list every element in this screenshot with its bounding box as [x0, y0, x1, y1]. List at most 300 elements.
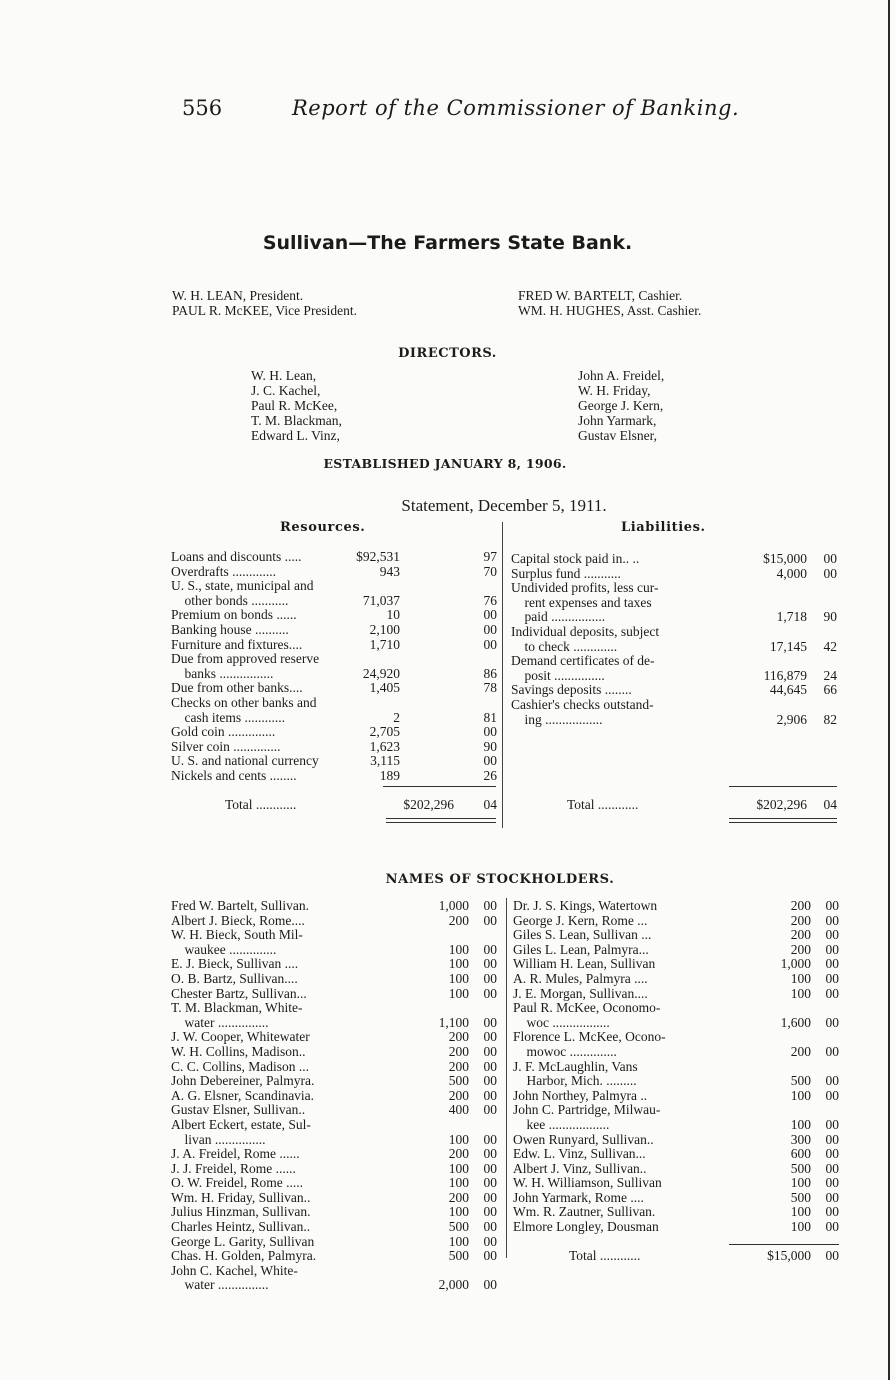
- ledger-row: [513, 1220, 839, 1235]
- row-cents: 24: [823, 667, 837, 683]
- row-dollars: 71,037: [362, 592, 400, 608]
- ledger-row: [513, 1060, 839, 1075]
- officer-president: W. H. LEAN, President.: [172, 288, 304, 303]
- row-dollars: 4,000: [776, 565, 807, 581]
- bank-title: Sullivan—The Farmers State Bank.: [262, 232, 633, 254]
- row-label: Loans and discounts .....: [171, 549, 302, 564]
- row-dollars: 100: [448, 956, 469, 972]
- row-dollars: 500: [448, 1073, 469, 1089]
- row-dollars: 500: [448, 1248, 469, 1264]
- row-label: J. J. Freidel, Rome ......: [171, 1160, 296, 1176]
- row-label: John Yarmark, Rome ....: [513, 1189, 644, 1205]
- ledger-row: [171, 1162, 497, 1177]
- row-dollars: 17,145: [769, 638, 807, 654]
- ledger-row: [171, 579, 497, 594]
- row-label: Giles S. Lean, Sullivan ...: [513, 927, 652, 943]
- total-dollars: $202,296: [756, 797, 807, 812]
- resources-total-rule: [386, 822, 496, 823]
- row-dollars: 100: [448, 985, 469, 1001]
- ledger-row: [511, 625, 837, 640]
- row-cents: 00: [483, 985, 497, 1001]
- row-label: to check .............: [511, 638, 618, 654]
- resources-table: [171, 550, 497, 784]
- row-cents: 00: [483, 607, 497, 623]
- row-cents: 00: [483, 1131, 497, 1147]
- ledger-row: [171, 1001, 497, 1016]
- ledger-row: [513, 1205, 839, 1220]
- ledger-row: [171, 638, 497, 653]
- row-cents: 00: [825, 941, 839, 957]
- row-cents: 00: [483, 912, 497, 928]
- row-cents: 00: [483, 621, 497, 637]
- row-label: Undivided profits, less cur-: [511, 580, 659, 596]
- row-label: J. F. McLaughlin, Vans: [513, 1058, 638, 1074]
- ledger-row: [171, 1264, 497, 1279]
- row-label: John C. Kachel, White-: [171, 1262, 298, 1278]
- row-label: Gold coin ..............: [171, 724, 276, 740]
- row-dollars: $15,000: [763, 551, 807, 566]
- liabilities-table: [511, 552, 837, 727]
- row-label: Edw. L. Vinz, Sullivan...: [513, 1146, 646, 1162]
- ledger-row: [513, 1045, 839, 1060]
- row-cents: 00: [483, 724, 497, 740]
- row-label: Capital stock paid in.. ..: [511, 551, 640, 566]
- row-label: other bonds ...........: [171, 592, 289, 608]
- row-cents: 00: [825, 1219, 839, 1235]
- row-cents: 76: [483, 592, 497, 608]
- row-cents: 00: [825, 927, 839, 943]
- page-number: 556: [182, 96, 223, 120]
- ledger-row: [511, 581, 837, 596]
- row-cents: 00: [483, 1058, 497, 1074]
- row-cents: 00: [483, 1073, 497, 1089]
- ledger-row: [171, 725, 497, 740]
- ledger-row: [171, 1133, 497, 1148]
- row-label: Fred W. Bartelt, Sullivan.: [171, 898, 309, 913]
- ledger-row: [513, 899, 839, 914]
- directors-left: [251, 368, 342, 443]
- row-dollars: 300: [790, 1131, 811, 1147]
- row-label: Dr. J. S. Kings, Watertown: [513, 898, 658, 913]
- row-cents: 00: [823, 565, 837, 581]
- ledger-row: [171, 769, 497, 784]
- officers-left: [172, 288, 357, 318]
- row-cents: 90: [823, 609, 837, 625]
- row-dollars: 1,000: [780, 956, 811, 972]
- total-cents: 00: [825, 1248, 839, 1263]
- row-label: John Northey, Palmyra ..: [513, 1087, 648, 1103]
- row-label: W. H. Bieck, South Mil-: [171, 927, 303, 943]
- stockholders-divider: [506, 898, 507, 1258]
- row-label: E. J. Bieck, Sullivan ....: [171, 956, 299, 972]
- row-label: T. M. Blackman, White-: [171, 1000, 303, 1016]
- row-dollars: 116,879: [763, 667, 807, 683]
- row-dollars: 600: [790, 1146, 811, 1162]
- directors-right: [578, 368, 664, 443]
- row-label: U. S., state, municipal and: [171, 578, 314, 594]
- row-label: Furniture and fixtures....: [171, 636, 303, 652]
- row-dollars: 44,645: [769, 682, 807, 698]
- ledger-row: [171, 565, 497, 580]
- row-dollars: 1,405: [369, 680, 400, 696]
- ledger-row: [171, 681, 497, 696]
- director: W. H. Lean,: [251, 368, 317, 383]
- ledger-row: [171, 608, 497, 623]
- ledger-row: [511, 669, 837, 684]
- row-cents: 00: [825, 912, 839, 928]
- director: Edward L. Vinz,: [251, 428, 340, 443]
- row-cents: 00: [483, 753, 497, 769]
- row-cents: 00: [825, 898, 839, 913]
- ledger-row: [171, 928, 497, 943]
- ledger-row: [511, 552, 837, 567]
- row-label: Individual deposits, subject: [511, 623, 660, 639]
- liabilities-heading: Liabilities.: [621, 520, 706, 535]
- row-label: paid ................: [511, 609, 606, 625]
- ledger-row: [511, 698, 837, 713]
- ledger-row: [513, 943, 839, 958]
- row-cents: 00: [483, 1102, 497, 1118]
- row-label: Charles Heintz, Sullivan..: [171, 1219, 311, 1235]
- row-cents: 00: [483, 970, 497, 986]
- row-label: Owen Runyard, Sullivan..: [513, 1131, 654, 1147]
- row-cents: 81: [483, 709, 497, 725]
- row-dollars: 100: [790, 1087, 811, 1103]
- row-dollars: 100: [448, 1131, 469, 1147]
- ledger-row: [171, 754, 497, 769]
- row-cents: 66: [823, 682, 837, 698]
- row-dollars: 200: [448, 1029, 469, 1045]
- row-label: Albert J. Vinz, Sullivan..: [513, 1160, 647, 1176]
- row-dollars: 100: [790, 1219, 811, 1235]
- row-label: cash items ............: [171, 709, 285, 725]
- row-dollars: 943: [379, 563, 400, 579]
- row-cents: 00: [483, 1146, 497, 1162]
- row-dollars: 2,000: [438, 1277, 469, 1293]
- row-label: William H. Lean, Sullivan: [513, 956, 656, 972]
- ledger-row: [513, 1118, 839, 1133]
- officers-right: [518, 288, 701, 318]
- row-label: John Debereiner, Palmyra.: [171, 1073, 315, 1089]
- row-cents: 00: [483, 1043, 497, 1059]
- ledger-row: [513, 1176, 839, 1191]
- row-label: W. H. Collins, Madison..: [171, 1043, 306, 1059]
- row-label: kee ..................: [513, 1116, 610, 1132]
- ledger-row: [513, 972, 839, 987]
- total-cents: 04: [483, 797, 497, 812]
- row-label: O. W. Freidel, Rome .....: [171, 1175, 303, 1191]
- total-dollars: $15,000: [767, 1248, 811, 1263]
- liabilities-total-rule: [729, 822, 837, 823]
- row-label: Wm. R. Zautner, Sullivan.: [513, 1204, 656, 1220]
- row-label: A. R. Mules, Palmyra ....: [513, 970, 648, 986]
- row-cents: 00: [825, 956, 839, 972]
- row-dollars: 500: [448, 1219, 469, 1235]
- row-dollars: 200: [448, 1189, 469, 1205]
- row-label: Premium on bonds ......: [171, 607, 297, 623]
- row-label: O. B. Bartz, Sullivan....: [171, 970, 298, 986]
- row-label: Julius Hinzman, Sullivan.: [171, 1204, 311, 1220]
- director: T. M. Blackman,: [251, 413, 342, 428]
- ledger-row: [171, 1016, 497, 1031]
- row-dollars: 100: [790, 970, 811, 986]
- ledger-row: [513, 914, 839, 929]
- director: Paul R. McKee,: [251, 398, 338, 413]
- row-cents: 00: [825, 1160, 839, 1176]
- row-label: J. E. Morgan, Sullivan....: [513, 985, 648, 1001]
- established-date: ESTABLISHED JANUARY 8, 1906.: [323, 456, 567, 471]
- row-dollars: 1,600: [780, 1014, 811, 1030]
- row-label: mowoc ..............: [513, 1043, 617, 1059]
- ledger-row: [511, 596, 837, 611]
- row-cents: 00: [825, 1073, 839, 1089]
- row-cents: 00: [483, 1233, 497, 1249]
- row-dollars: 100: [448, 1233, 469, 1249]
- row-cents: 00: [483, 941, 497, 957]
- row-dollars: 200: [790, 898, 811, 913]
- row-dollars: 500: [790, 1189, 811, 1205]
- ledger-row: [511, 683, 837, 698]
- row-dollars: 200: [448, 1043, 469, 1059]
- officer-vice-president: PAUL R. McKEE, Vice President.: [172, 303, 358, 318]
- row-dollars: 3,115: [370, 753, 400, 769]
- stockholders-left-table: [171, 899, 497, 1293]
- total-cents: 04: [823, 797, 837, 812]
- statement-title: Statement, December 5, 1911.: [401, 496, 607, 515]
- row-cents: 82: [823, 711, 837, 727]
- statement-divider: [502, 522, 503, 828]
- ledger-row: [513, 1162, 839, 1177]
- ledger-row: [513, 1074, 839, 1089]
- row-label: George J. Kern, Rome ...: [513, 912, 648, 928]
- row-label: Gustav Elsner, Sullivan..: [171, 1102, 306, 1118]
- row-cents: 00: [483, 898, 497, 913]
- stockholders-heading: NAMES OF STOCKHOLDERS.: [385, 872, 615, 887]
- row-dollars: 100: [448, 941, 469, 957]
- ledger-row: [171, 550, 497, 565]
- row-dollars: 1,100: [438, 1014, 469, 1030]
- row-label: Silver coin ..............: [171, 738, 281, 754]
- ledger-row: [171, 1176, 497, 1191]
- row-label: Overdrafts .............: [171, 563, 276, 579]
- directors-heading: DIRECTORS.: [398, 346, 497, 361]
- row-label: posit ...............: [511, 667, 605, 683]
- ledger-row: [171, 623, 497, 638]
- ledger-row: [171, 1045, 497, 1060]
- director: John A. Freidel,: [578, 368, 665, 383]
- row-dollars: 200: [448, 912, 469, 928]
- row-dollars: 100: [448, 1160, 469, 1176]
- row-dollars: 500: [790, 1160, 811, 1176]
- total-dollars: $202,296: [403, 797, 454, 812]
- ledger-row: [511, 654, 837, 669]
- row-dollars: 200: [790, 912, 811, 928]
- row-label: John C. Partridge, Milwau-: [513, 1102, 661, 1118]
- row-label: Cashier's checks outstand-: [511, 696, 654, 712]
- ledger-row: [171, 1103, 497, 1118]
- row-label: Florence L. McKee, Ocono-: [513, 1029, 666, 1045]
- row-cents: 78: [483, 680, 497, 696]
- total-label: Total ............: [567, 797, 639, 812]
- row-cents: 86: [483, 665, 497, 681]
- ledger-row: [171, 667, 497, 682]
- row-label: Elmore Longley, Dousman: [513, 1219, 659, 1235]
- row-label: Chester Bartz, Sullivan...: [171, 985, 307, 1001]
- ledger-row: [171, 1278, 497, 1293]
- ledger-row: [513, 1016, 839, 1031]
- row-cents: 00: [483, 636, 497, 652]
- row-label: Demand certificates of de-: [511, 653, 655, 669]
- row-label: Nickels and cents ........: [171, 767, 297, 783]
- row-dollars: 200: [448, 1087, 469, 1103]
- row-label: Albert Eckert, estate, Sul-: [171, 1116, 311, 1132]
- row-label: J. A. Freidel, Rome ......: [171, 1146, 300, 1162]
- row-cents: 00: [825, 1175, 839, 1191]
- ledger-row: [511, 610, 837, 625]
- ledger-row: [513, 1089, 839, 1104]
- row-label: J. W. Cooper, Whitewater: [171, 1029, 310, 1045]
- row-dollars: 189: [379, 767, 400, 783]
- ledger-row: [171, 1074, 497, 1089]
- row-cents: 00: [483, 1029, 497, 1045]
- row-cents: 00: [483, 1204, 497, 1220]
- row-label: waukee ..............: [171, 941, 277, 957]
- row-label: woc .................: [513, 1014, 610, 1030]
- row-dollars: 200: [790, 1043, 811, 1059]
- stockholders-right-table: [513, 899, 839, 1235]
- ledger-row: [513, 1147, 839, 1162]
- row-label: Wm. H. Friday, Sullivan..: [171, 1189, 311, 1205]
- row-cents: 00: [483, 1014, 497, 1030]
- row-dollars: 100: [790, 1116, 811, 1132]
- row-cents: 00: [483, 1189, 497, 1205]
- ledger-row: [171, 696, 497, 711]
- ledger-row: [511, 567, 837, 582]
- row-cents: 00: [825, 1146, 839, 1162]
- row-label: Savings deposits ........: [511, 682, 632, 698]
- ledger-row: [513, 1001, 839, 1016]
- ledger-row: [511, 713, 837, 728]
- row-dollars: 100: [790, 1175, 811, 1191]
- row-dollars: 10: [386, 607, 400, 623]
- page-header: [182, 96, 739, 120]
- row-label: Surplus fund ...........: [511, 565, 621, 581]
- row-cents: 00: [483, 1087, 497, 1103]
- ledger-row: [171, 1147, 497, 1162]
- director: George J. Kern,: [578, 398, 664, 413]
- row-dollars: 400: [448, 1102, 469, 1118]
- row-dollars: 2: [393, 709, 400, 725]
- ledger-row: [171, 1060, 497, 1075]
- row-label: A. G. Elsner, Scandinavia.: [171, 1087, 315, 1103]
- row-dollars: 24,920: [362, 665, 400, 681]
- row-label: banks ................: [171, 665, 274, 681]
- ledger-row: [513, 928, 839, 943]
- ledger-row: [171, 957, 497, 972]
- director: W. H. Friday,: [578, 383, 651, 398]
- ledger-row: [171, 740, 497, 755]
- row-label: Due from approved reserve: [171, 651, 320, 667]
- row-label: W. H. Williamson, Sullivan: [513, 1175, 662, 1191]
- ledger-row: [171, 1030, 497, 1045]
- director: John Yarmark,: [578, 413, 657, 428]
- row-label: Harbor, Mich. .........: [513, 1073, 637, 1089]
- stockholders-total-rule: [729, 1244, 839, 1245]
- row-label: Giles L. Lean, Palmyra...: [513, 941, 649, 957]
- ledger-row: [513, 1191, 839, 1206]
- row-cents: 00: [825, 1087, 839, 1103]
- row-dollars: 1,710: [369, 636, 400, 652]
- ledger-row: [171, 711, 497, 726]
- row-dollars: 1,718: [776, 609, 807, 625]
- ledger-row: [171, 1089, 497, 1104]
- row-dollars: 2,100: [369, 621, 400, 637]
- ledger-row: [511, 640, 837, 655]
- row-cents: 00: [483, 956, 497, 972]
- row-dollars: 100: [448, 1175, 469, 1191]
- row-label: Banking house ..........: [171, 621, 289, 637]
- total-label: Total ............: [569, 1248, 641, 1263]
- ledger-row: [171, 972, 497, 987]
- row-label: water ...............: [171, 1277, 269, 1293]
- ledger-row: [171, 1191, 497, 1206]
- ledger-row: [513, 987, 839, 1002]
- row-cents: 00: [825, 1131, 839, 1147]
- row-dollars: 1,623: [369, 738, 400, 754]
- row-dollars: 500: [790, 1073, 811, 1089]
- resources-total-rule: [386, 818, 496, 819]
- row-cents: 00: [483, 1160, 497, 1176]
- ledger-row: [171, 914, 497, 929]
- row-dollars: 100: [448, 970, 469, 986]
- row-cents: 97: [483, 549, 497, 564]
- row-label: Paul R. McKee, Oconomo-: [513, 1000, 661, 1016]
- row-cents: 00: [483, 1175, 497, 1191]
- row-label: ing .................: [511, 711, 603, 727]
- row-dollars: 2,705: [369, 724, 400, 740]
- row-cents: 42: [823, 638, 837, 654]
- row-cents: 00: [483, 1219, 497, 1235]
- ledger-row: [171, 1249, 497, 1264]
- row-cents: 00: [825, 1189, 839, 1205]
- resources-subtotal-rule: [383, 786, 496, 787]
- row-label: Albert J. Bieck, Rome....: [171, 912, 305, 928]
- ledger-row: [171, 899, 497, 914]
- row-label: Checks on other banks and: [171, 694, 317, 710]
- row-cents: 90: [483, 738, 497, 754]
- director: J. C. Kachel,: [251, 383, 321, 398]
- row-cents: 00: [825, 1014, 839, 1030]
- officer-cashier: FRED W. BARTELT, Cashier.: [518, 288, 683, 303]
- ledger-row: [513, 1103, 839, 1118]
- ledger-row: [513, 1133, 839, 1148]
- row-dollars: 100: [790, 1204, 811, 1220]
- row-label: C. C. Collins, Madison ...: [171, 1058, 310, 1074]
- row-dollars: 100: [448, 1204, 469, 1220]
- officer-asst-cashier: WM. H. HUGHES, Asst. Cashier.: [518, 303, 702, 318]
- row-dollars: 200: [790, 927, 811, 943]
- row-dollars: 200: [790, 941, 811, 957]
- row-label: George L. Garity, Sullivan: [171, 1233, 315, 1249]
- row-cents: 00: [825, 985, 839, 1001]
- director: Gustav Elsner,: [578, 428, 657, 443]
- resources-heading: Resources.: [280, 520, 366, 535]
- ledger-row: [171, 1235, 497, 1250]
- row-cents: 00: [823, 551, 837, 566]
- row-label: rent expenses and taxes: [511, 594, 652, 610]
- ledger-row: [171, 987, 497, 1002]
- total-label: Total ............: [225, 797, 297, 812]
